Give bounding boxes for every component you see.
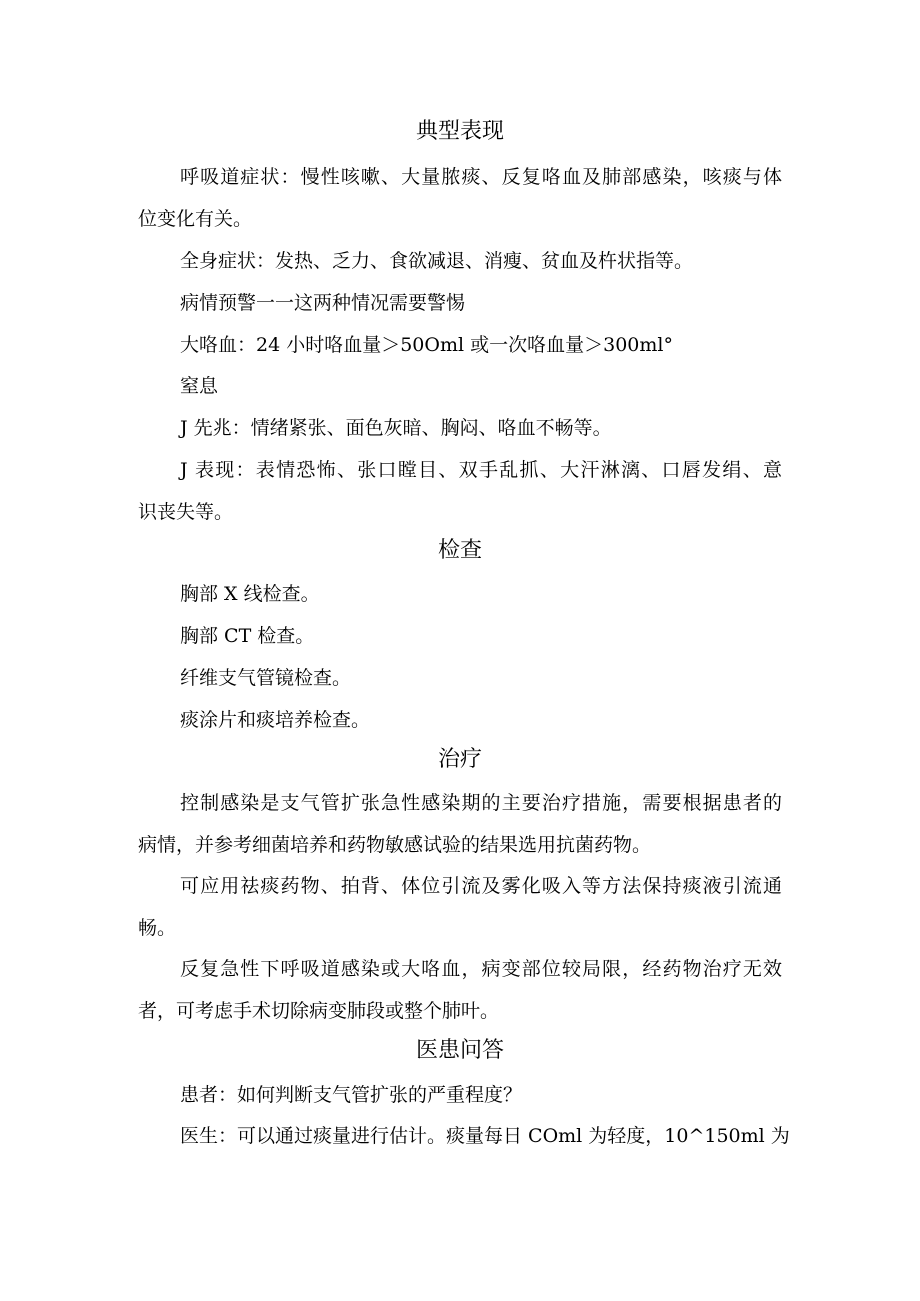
treatment-paragraph-1-line-1: 控制感染是支气管扩张急性感染期的主要治疗措施，需要根据患者的	[180, 792, 782, 814]
qa-patient-question: 患者：如何判断支气管扩张的严重程度？	[180, 1084, 523, 1106]
exam-item-ct: 胸部 CT 检查。	[180, 625, 315, 647]
heading-examination: 检查	[437, 538, 482, 563]
treatment-paragraph-1-line-2: 病情，并参考细菌培养和药物敏感试验的结果选用抗菌药物。	[138, 834, 652, 856]
qa-doctor-answer-line-1: 医生：可以通过痰量进行估计。痰量每日 COml 为轻度，10^150ml 为	[180, 1125, 790, 1147]
paragraph-signs-line-1: J 表现：表情恐怖、张口瞠目、双手乱抓、大汗淋漓、口唇发绢、意	[180, 459, 782, 481]
paragraph-warning: 病情预警一一这两种情况需要警惕	[180, 292, 466, 314]
paragraph-signs-line-2: 识丧失等。	[138, 501, 234, 523]
paragraph-respiratory-line-2: 位变化有关。	[138, 208, 253, 230]
treatment-paragraph-2-line-1: 可应用祛痰药物、拍背、体位引流及雾化吸入等方法保持痰液引流通	[180, 875, 782, 897]
paragraph-systemic-symptoms: 全身症状：发热、乏力、食欲减退、消瘦、贫血及杵状指等。	[180, 250, 694, 272]
heading-doctor-patient-qa: 医患问答	[415, 1038, 504, 1063]
paragraph-massive-hemoptysis: 大咯血：24 小时咯血量＞50Oml 或一次咯血量＞300ml°	[180, 334, 673, 356]
treatment-paragraph-2-line-2: 畅。	[138, 917, 177, 939]
paragraph-prodrome: J 先兆：情绪紧张、面色灰暗、胸闷、咯血不畅等。	[180, 417, 612, 439]
heading-treatment: 治疗	[437, 747, 482, 772]
heading-typical-symptoms: 典型表现	[415, 119, 504, 144]
treatment-paragraph-3-line-2: 者，可考虑手术切除病变肺段或整个肺叶。	[138, 1000, 500, 1022]
exam-item-sputum: 痰涂片和痰培养检查。	[180, 709, 371, 731]
treatment-paragraph-3-line-1: 反复急性下呼吸道感染或大咯血，病变部位较局限，经药物治疗无效	[180, 958, 782, 980]
paragraph-respiratory-line-1: 呼吸道症状：慢性咳嗽、大量脓痰、反复咯血及肺部感染，咳痰与体	[180, 166, 782, 188]
exam-item-bronchoscopy: 纤维支气管镜检查。	[180, 667, 352, 689]
exam-item-xray: 胸部 X 线检查。	[180, 583, 320, 605]
paragraph-asphyxia: 窒息	[180, 375, 219, 397]
